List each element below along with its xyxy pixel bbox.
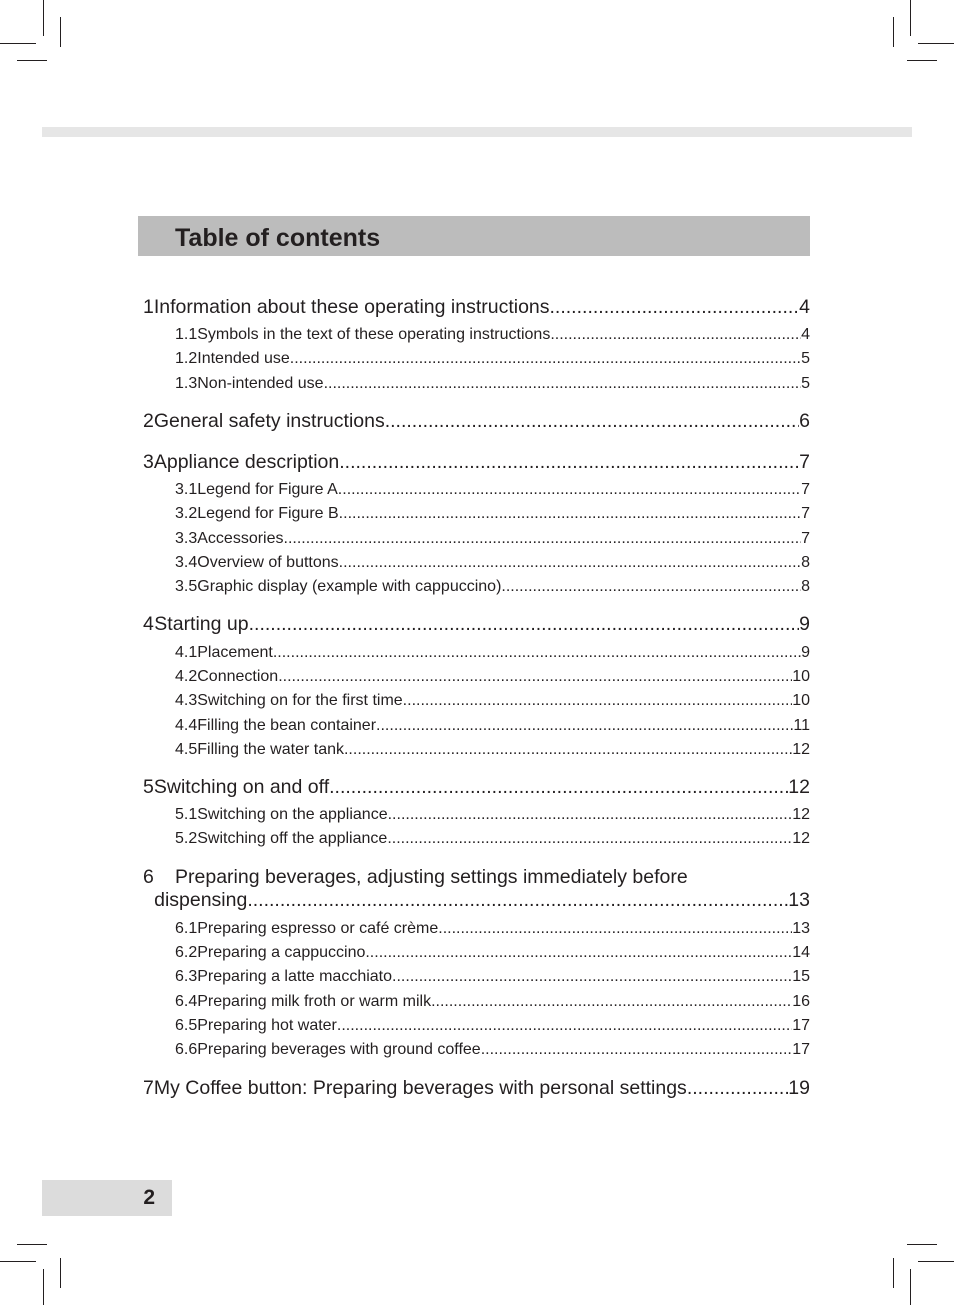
dot-leader (273, 644, 801, 662)
toc-entry-page: 12 (792, 806, 810, 823)
toc-entry-label: Legend for Figure B (197, 505, 339, 522)
toc-entry-number: 1.3 (175, 375, 198, 392)
page-number: 2 (143, 1186, 155, 1209)
page-title: Table of contents (175, 224, 381, 252)
crop-mark (60, 17, 61, 47)
toc-subentry (143, 375, 810, 393)
toc-subentry (143, 741, 810, 759)
toc-subentry (143, 578, 810, 596)
toc-entry-label: Preparing a cappuccino (197, 944, 366, 961)
toc-entry-number: 6.3 (175, 968, 198, 985)
toc-entry-page: 7 (801, 505, 810, 522)
toc-entry-number: 3.2 (175, 505, 198, 522)
toc-entry-number: 6 (143, 866, 154, 888)
toc-entry-page: 7 (801, 481, 810, 498)
dot-leader (365, 944, 792, 962)
dot-leader (339, 554, 801, 572)
toc-subentry (143, 993, 810, 1011)
crop-mark (17, 1244, 47, 1245)
dot-leader (329, 776, 788, 799)
toc-entry-label: Intended use (197, 350, 290, 367)
toc-entry-number: 4.2 (175, 668, 198, 685)
toc-subentry (143, 644, 810, 662)
toc-entry (143, 410, 810, 433)
crop-mark (43, 1269, 44, 1305)
toc-entry-number: 5 (143, 776, 154, 798)
toc-entry-page: 12 (792, 741, 810, 758)
toc-subentry (143, 830, 810, 848)
toc-entry-page: 14 (792, 944, 810, 961)
crop-mark (0, 43, 36, 44)
toc-subentry (143, 968, 810, 986)
toc-entry-page: 7 (799, 451, 810, 473)
dot-leader (392, 968, 792, 986)
toc-entry-number: 4.3 (175, 692, 198, 709)
toc-entry-label: Preparing beverages, adjusting settings immediately before (175, 866, 688, 888)
toc-entry-number: 5.2 (175, 830, 198, 847)
toc-subentry (143, 692, 810, 710)
toc-entry-number: 6.1 (175, 920, 198, 937)
dot-leader (290, 350, 801, 368)
toc-entry-label: Appliance description (153, 451, 340, 473)
dot-leader (339, 451, 799, 474)
toc-subentry (143, 668, 810, 686)
toc-entry (143, 613, 810, 636)
toc-entry-number: 6.6 (175, 1041, 198, 1058)
toc-entry-number: 3.3 (175, 530, 198, 547)
toc-entry-label: Switching on for the first time (197, 692, 403, 709)
toc-entry-label: Preparing beverages with ground coffee (197, 1041, 481, 1058)
toc-entry-label: Filling the bean container (197, 717, 377, 734)
toc-entry-label: Accessories (197, 530, 284, 547)
toc-subentry (143, 530, 810, 548)
crop-mark (893, 1258, 894, 1288)
toc-entry-page: 15 (792, 968, 810, 985)
dot-leader (550, 296, 800, 319)
toc-entry-page: 7 (801, 530, 810, 547)
toc-entry-page: 12 (788, 776, 810, 798)
crop-mark (0, 1261, 36, 1262)
toc-entry-page: 10 (792, 668, 810, 685)
toc-entry-number: 3 (143, 451, 154, 473)
toc-entry (143, 451, 810, 474)
dot-leader (344, 741, 792, 759)
toc-subentry (143, 1041, 810, 1059)
toc-entry-page: 13 (792, 920, 810, 937)
toc-entry-page: 9 (799, 613, 810, 635)
dot-leader (687, 1077, 788, 1100)
toc-entry-continuation (143, 889, 810, 912)
toc-subentry (143, 717, 810, 735)
toc-entry-page: 12 (792, 830, 810, 847)
toc-entry-number: 6.5 (175, 1017, 198, 1034)
dot-leader (550, 326, 801, 344)
dot-leader (481, 1041, 793, 1059)
toc-entry-label: Non-intended use (197, 375, 324, 392)
toc-entry-number: 6.2 (175, 944, 198, 961)
toc-entry-number: 3.5 (175, 578, 198, 595)
toc-entry-number: 1.1 (175, 326, 198, 343)
toc-entry-page: 6 (799, 410, 810, 432)
dot-leader (385, 410, 799, 433)
toc-entry-label: Switching on the appliance (197, 806, 388, 823)
toc-entry-page: 5 (801, 350, 810, 367)
toc-entry-label: Switching off the appliance (197, 830, 388, 847)
toc-entry-page: 16 (792, 993, 810, 1010)
dot-leader (388, 806, 793, 824)
toc-entry-number: 5.1 (175, 806, 198, 823)
toc-entry-label: Overview of buttons (197, 554, 339, 571)
crop-mark (907, 1244, 937, 1245)
toc-entry-label: Preparing milk froth or warm milk (197, 993, 432, 1010)
crop-mark (60, 1258, 61, 1288)
toc-subentry (143, 505, 810, 523)
dot-leader (324, 375, 802, 393)
toc-entry-page: 8 (801, 578, 810, 595)
toc-entry-page: 8 (801, 554, 810, 571)
toc-entry-label: Placement (197, 644, 273, 661)
toc-entry-label: Legend for Figure A (197, 481, 338, 498)
toc-entry-label: Preparing hot water (197, 1017, 337, 1034)
toc-entry-page: 19 (788, 1077, 810, 1099)
toc-entry-number: 2 (143, 410, 154, 432)
toc-entry (143, 866, 810, 889)
toc-entry-page: 13 (788, 889, 810, 911)
toc-entry (143, 776, 810, 799)
toc-entry-label: Starting up (154, 613, 249, 635)
dot-leader (501, 578, 801, 596)
page-number-box (42, 1180, 172, 1216)
crop-mark (43, 0, 44, 36)
toc-entry-page: 17 (792, 1017, 810, 1034)
toc-entry-number: 6.4 (175, 993, 198, 1010)
toc-subentry (143, 481, 810, 499)
dot-leader (338, 481, 801, 499)
toc-entry-number: 4.1 (175, 644, 198, 661)
dot-leader (387, 830, 792, 848)
title-box (138, 216, 810, 256)
dot-leader (337, 1017, 792, 1035)
toc-entry-page: 4 (801, 326, 810, 343)
toc-entry-number: 4.5 (175, 741, 198, 758)
crop-mark (910, 1269, 911, 1305)
crop-mark (918, 1261, 954, 1262)
dot-leader (249, 613, 800, 636)
crop-mark (17, 60, 47, 61)
toc-entry-label: Graphic display (example with cappuccino) (197, 578, 502, 595)
toc-subentry (143, 350, 810, 368)
toc-entry-label: Filling the water tank (197, 741, 344, 758)
toc-subentry (143, 920, 810, 938)
toc-entry-number: 1.2 (175, 350, 198, 367)
toc-entry-number: 4 (143, 613, 154, 635)
toc-entry-page: 10 (792, 692, 810, 709)
toc-entry-label: Preparing espresso or café crème (197, 920, 439, 937)
toc-entry-label: Symbols in the text of these operating instructions (197, 326, 551, 343)
toc-subentry (143, 806, 810, 824)
dot-leader (278, 668, 792, 686)
toc-entry-number: 3.1 (175, 481, 198, 498)
crop-mark (910, 0, 911, 36)
toc-entry-number: 1 (143, 296, 154, 318)
toc-entry-page: 5 (801, 375, 810, 392)
dot-leader (284, 530, 802, 548)
dot-leader (247, 889, 788, 912)
crop-mark (893, 17, 894, 47)
toc-subentry (143, 326, 810, 344)
toc-subentry (143, 554, 810, 572)
toc-entry-label: My Coffee button: Preparing beverages with personal settings (153, 1077, 687, 1099)
crop-mark (907, 60, 937, 61)
toc-entry-page: 9 (801, 644, 810, 661)
toc-entry-page: 4 (799, 296, 810, 318)
header-bar (42, 127, 912, 137)
toc-entry-label: Information about these operating instructions (153, 296, 550, 318)
toc-entry-number: 4.4 (175, 717, 198, 734)
toc-subentry (143, 1017, 810, 1035)
toc-entry-page: 11 (793, 717, 810, 734)
crop-mark (918, 43, 954, 44)
toc-entry-label: Connection (197, 668, 279, 685)
toc-entry-label: Preparing a latte macchiato (197, 968, 393, 985)
toc-entry (143, 1077, 810, 1100)
toc-entry-label: General safety instructions (153, 410, 385, 432)
toc-entry-number: 3.4 (175, 554, 198, 571)
dot-leader (403, 692, 793, 710)
toc-entry (143, 296, 810, 319)
dot-leader (431, 993, 792, 1011)
toc-entry-label: dispensing (154, 889, 248, 911)
toc-entry-number: 7 (143, 1077, 154, 1099)
toc-entry-page: 17 (792, 1041, 810, 1058)
dot-leader (438, 920, 792, 938)
toc-entry-label: Switching on and off (153, 776, 330, 798)
dot-leader (339, 505, 801, 523)
toc-subentry (143, 944, 810, 962)
dot-leader (376, 717, 793, 735)
